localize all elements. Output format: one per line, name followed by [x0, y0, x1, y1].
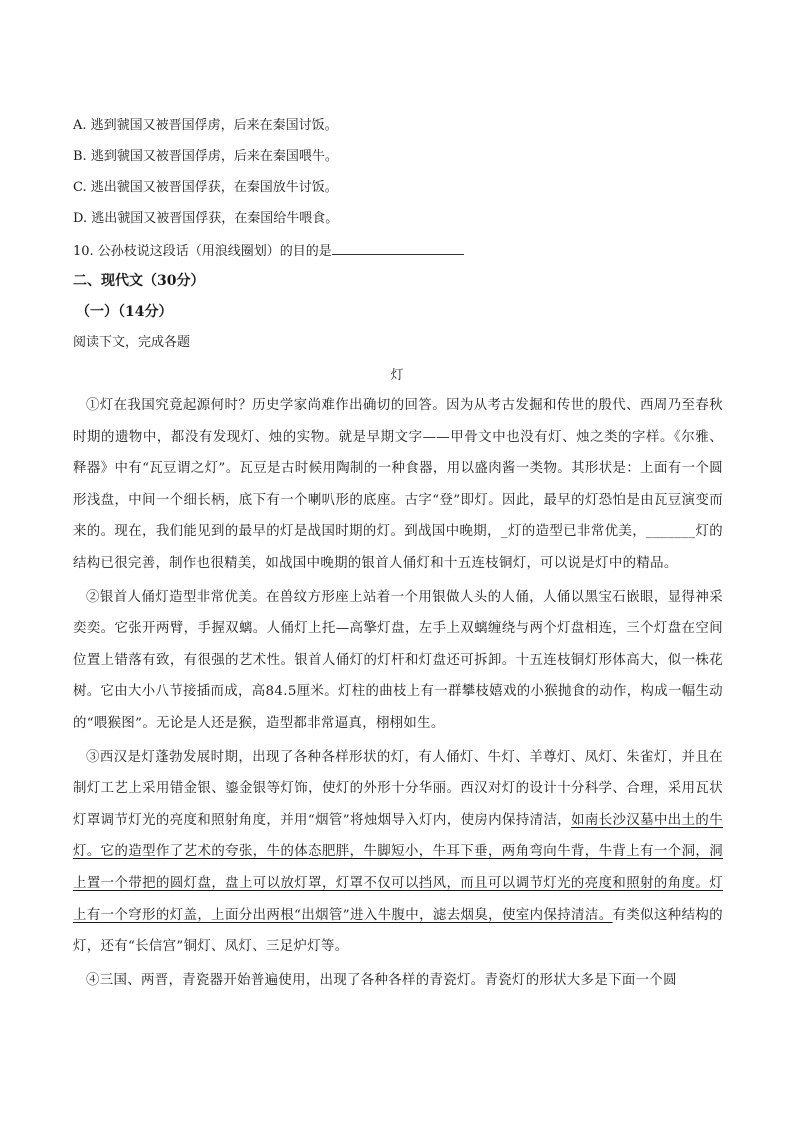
paragraph-1: ①灯在我国究竟起源何时？历史学家尚难作出确切的回答。因为从考古发掘和传世的殷代、西周乃至春秋时期的遗物中，都没有发现灯、烛的实物。就是早期文字——甲骨文中也没有灯、烛之类的字样。《尔雅、释器》中有“瓦豆谓之灯”。瓦豆是古时候用陶制的一种食器，用以盛肉酱一类物。其形状是：上面有一个圆形浅盘，中间一个细长柄，底下有一个喇叭形的底座。古字“登”即灯。因此，最早的灯恐怕是由瓦豆演变而来的。现在，我们能见到的最早的灯是战国时期的灯。到战国中晚期，_灯的造型已非常优美，_______灯的结构已很完善，制作也很精美，如战国中晚期的银首人俑灯和十五连枝铜灯，可以说是灯中的精品。 — [73, 398, 723, 571]
answer-blank — [332, 240, 464, 255]
paragraph-3 — [73, 742, 723, 963]
option-d: D. 逃出虢国又被晋国俘获，在秦国给牛喂食。 — [73, 211, 339, 226]
section-title: 二、现代文（30分） — [73, 273, 205, 289]
paragraph-2: ②银首人俑灯造型非常优美。在兽纹方形座上站着一个用银做人头的人俑，人俑以黑宝石嵌眼，显得神采奕奕。它张开两臂，手握双螭。人俑灯上托—高擎灯盘，左手上双螭缠绕与两个灯盘相连，三个灯盘在空间位置上错落有致，有很强的艺术性。银首人俑灯的灯杆和灯盘还可拆卸。十五连枝铜灯形体高大，似一株花树。它由大小八节接插而成，高84.5厘米。灯柱的曲枝上有一群攀枝嬉戏的小猴抛食的动作，构成一幅生动的“喂猴图”。无论是人还是猴，造型都非常逼真，栩栩如生。 — [73, 589, 723, 731]
question-10-text: 10. 公孙枝说这段话（用浪线圈划）的目的是 — [73, 244, 332, 259]
article-body — [73, 390, 723, 996]
subsection-title: （一）（14分） — [76, 304, 173, 320]
paragraph-3-end: 有类似这种结构的灯，还有“长信宫”铜灯、凤灯、三足炉灯等。 — [73, 907, 723, 955]
option-b: B. 逃到虢国又被晋国俘虏，后来在秦国喂牛。 — [73, 149, 338, 164]
paragraph-4: ④三国、两晋，青瓷器开始普遍使用，出现了各种各样的青瓷灯。青瓷灯的形状大多是下面一个圆 — [86, 972, 677, 988]
article-title: 灯 — [390, 368, 404, 383]
question-10 — [73, 240, 464, 262]
underlined-passage: 如南长沙汉墓中出土的牛灯。它的造型作了艺术的夸张，牛的体态肥胖，牛脚短小，牛耳下垂，两角弯向牛背，牛背上有一个洞，洞上置一个带把的圆灯盘，盘上可以放灯罩，灯罩不仅可以挡风，而且可以调节灯光的亮度和照射的角度。灯上有一个穹形的灯盖，上面分出两根“出烟管”进入牛腹中，滤去烟臭，使室内保持清洁。 — [73, 812, 723, 923]
instruction: 阅读下文，完成各题 — [73, 335, 191, 350]
option-a: A. 逃到虢国又被晋国俘虏，后来在秦国讨饭。 — [73, 118, 338, 133]
paragraph-3-text: ③西汉是灯蓬勃发展时期，出现了各种各样形状的灯，有人俑灯、牛灯、羊尊灯、凤灯、朱雀灯，并且在制灯工艺上采用错金银、鎏金银等灯饰，使灯的外形十分华丽。西汉对灯的设计十分科学、合理，采用瓦状灯罩调节灯光的亮度和照射角度，并用“烟管”将烛烟导入灯内，使房内保持清洁， — [73, 749, 723, 828]
option-c: C. 逃出虢国又被晋国俘获，在秦国放牛讨饭。 — [73, 180, 338, 195]
